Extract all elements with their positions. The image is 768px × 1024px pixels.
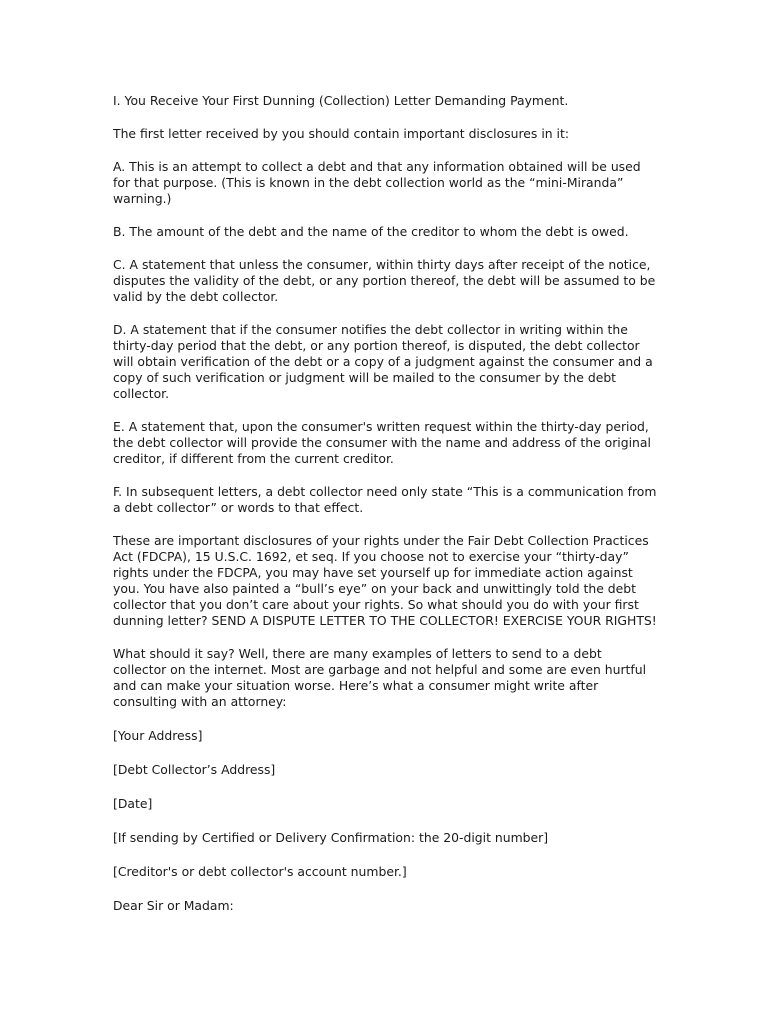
disclosure-item-f: F. In subsequent letters, a debt collector need only state “This is a communication from a debt collector” or words to that effect. [113,484,657,515]
letter-salutation: Dear Sir or Madam: [113,898,234,913]
section-heading: I. You Receive Your First Dunning (Collection) Letter Demanding Payment. [113,93,569,108]
advice-paragraph: What should it say? Well, there are many examples of letters to send to a debt collector on the internet. Most are garbage and not helpful and some are even hurtful and can make your situation worse. Here’s what a consumer might write after consulting with an attorney: [113,646,647,709]
intro-paragraph: The first letter received by you should contain important disclosures in it: [113,126,570,141]
letter-account-number: [Creditor's or debt collector's account number.] [113,864,407,879]
letter-date: [Date] [113,796,153,811]
disclosure-item-d: D. A statement that if the consumer notifies the debt collector in writing within the thirty-day period that the debt, or any portion thereof, is disputed, the debt collector will obtain verification of the debt or a copy of a judgment against the consumer and a copy of such verification or judgment will be mailed to the consumer by the debt collector. [113,322,653,401]
disclosure-item-a: A. This is an attempt to collect a debt and that any information obtained will be used for that purpose. (This is known in the debt collection world as the “mini-Miranda” warning.) [113,159,641,206]
disclosure-item-b: B. The amount of the debt and the name of the creditor to whom the debt is owed. [113,224,629,239]
disclosure-item-e: E. A statement that, upon the consumer's written request within the thirty-day period, the debt collector will provide the consumer with the name and address of the original creditor, if different from the current creditor. [113,419,651,466]
letter-collector-address: [Debt Collector’s Address] [113,762,276,777]
disclosure-item-c: C. A statement that unless the consumer, within thirty days after receipt of the notice, disputes the validity of the debt, or any portion thereof, the debt will be assumed to be valid by the debt collector. [113,257,656,304]
rights-paragraph: These are important disclosures of your rights under the Fair Debt Collection Practices Act (FDCPA), 15 U.S.C. 1692, et seq. If you choose not to exercise your “thirty-day” rights under the FDCPA, you may have set yourself up for immediate action against you. You have also painted a “bull’s eye” on your back and unwittingly told the debt collector that you don’t care about your rights. So what should you do with your first dunning letter? SEND A DISPUTE LETTER TO THE COLLECTOR! EXERCISE YOUR RIGHTS! [113,533,657,628]
letter-your-address: [Your Address] [113,728,203,743]
document-page [113,93,658,931]
letter-certified-number: [If sending by Certified or Delivery Confirmation: the 20-digit number] [113,830,549,845]
